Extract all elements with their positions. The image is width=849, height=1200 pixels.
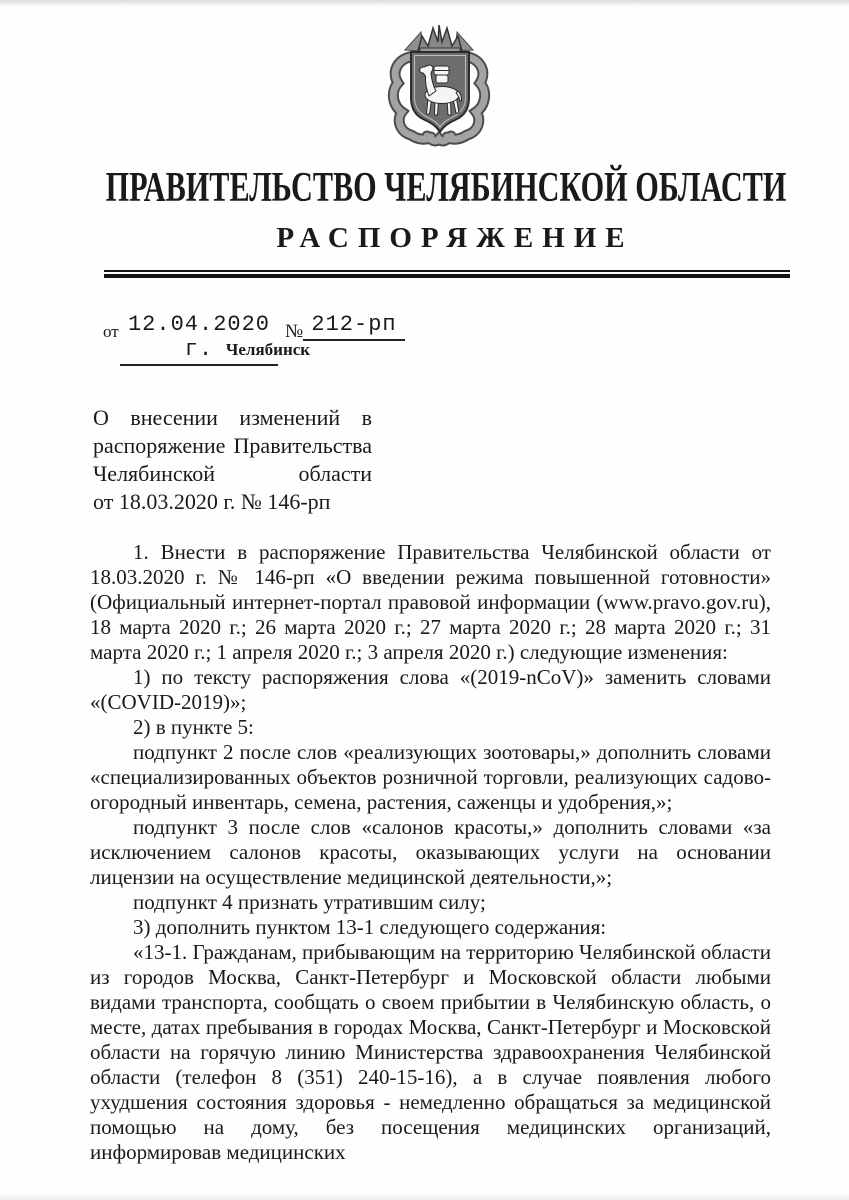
scan-artifact-bottom (0, 1192, 849, 1200)
organization-name: ПРАВИТЕЛЬСТВО ЧЕЛЯБИНСКОЙ ОБЛАСТИ (105, 165, 787, 211)
scan-artifact-top (0, 0, 849, 10)
number-value: 212-рп (303, 312, 405, 341)
header-double-rule (104, 270, 790, 278)
body-paragraph: «13-1. Гражданам, прибывающим на территорию Челябинской области из городов Москва, Санкт-Петербург и Московской области любыми видами транспорта, сообщать о своем прибытии в Челябинскую область, о месте, датах пребывания в городах Москва, Санкт-Петербург и Московской области на горячую линию Министерства здравоохранения Челябинской области (телефон 8 (351) 240-15-16), а в случае появления любого ухудшения состояния здоровья - немедленно обращаться за медицинской помощью на дому, без посещения медицинских организаций, информировав медицинских (90, 940, 771, 1164)
city-label: Челябинск (225, 340, 311, 359)
body-paragraph: 3) дополнить пунктом 13-1 следующего содержания: (133, 915, 607, 939)
document-subject (93, 404, 372, 516)
subject-line: распоряжение Правительства (93, 433, 372, 458)
document-body (90, 540, 771, 1165)
body-paragraph: 2) в пункте 5: (133, 715, 254, 739)
body-paragraph: 1) по тексту распоряжения слова «(2019-nCoV)» заменить словами «(COVID-2019)»; (90, 665, 771, 714)
body-paragraph: подпункт 2 после слов «реализующих зоотовары,» дополнить словами «специализированных объектов розничной торговли, реализующих садово-огородный инвентарь, семена, растения, саженцы и удобрения,»; (90, 740, 771, 814)
subject-line: Челябинской области (93, 461, 372, 486)
number-label: № (285, 321, 304, 342)
body-paragraph: подпункт 3 после слов «салонов красоты,» дополнить словами «за исключением салонов красоты, оказывающих услуги на основании лицензии на осуществление медицинской деятельности,»; (90, 815, 771, 889)
coat-of-arms-chelyabinsk-icon (387, 24, 491, 154)
body-paragraph: подпункт 4 признать утратившим силу; (133, 890, 486, 914)
subject-line: от 18.03.2020 г. № 146-рп (93, 489, 331, 514)
document-type-title: РАСПОРЯЖЕНИЕ (276, 222, 634, 254)
subject-line: О внесении изменений в (93, 405, 372, 430)
body-paragraph: 1. Внести в распоряжение Правительства Челябинской области от 18.03.2020 г. № 146-рп «О введении режима повышенной готовности» (Официальный интернет-портал правовой информации (www.pravo.gov.ru), 18 марта 2020 г.; 26 марта 2020 г.; 27 марта 2020 г.; 28 марта 2020 г.; 31 марта 2020 г.; 1 апреля 2020 г.; 3 апреля 2020 г.) следующие изменения: (90, 540, 771, 664)
date-value: 12.04.2020 г. (120, 312, 278, 366)
date-label: от (103, 322, 119, 341)
